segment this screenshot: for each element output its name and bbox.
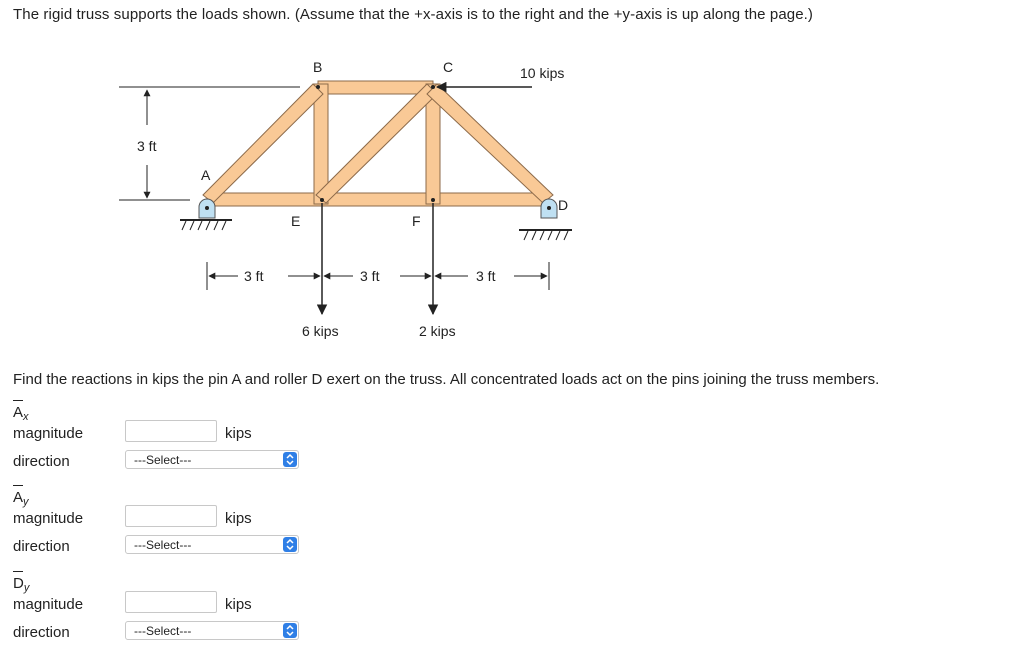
problem-statement: The rigid truss supports the loads shown. (Assume that the +x-axis is to the right and the +y-axis is up along the page.) <box>13 6 814 23</box>
dy-direction-select[interactable] <box>125 621 299 640</box>
unit-label: kips <box>225 596 252 613</box>
truss-members <box>203 81 553 206</box>
span-label-1: 3 ft <box>244 268 264 284</box>
magnitude-row <box>13 420 252 448</box>
dy-magnitude-input[interactable] <box>125 591 217 613</box>
pin-c <box>431 85 435 89</box>
member-top-chord-bc <box>318 81 433 94</box>
unit-label: kips <box>225 510 252 527</box>
magnitude-label: magnitude <box>13 596 84 613</box>
node-label-b: B <box>313 59 323 75</box>
direction-row <box>13 533 192 561</box>
chevron-up-down-icon <box>283 452 297 467</box>
vector-label-ay <box>13 485 29 508</box>
vector-symbol: D <box>13 575 24 592</box>
chevron-up-down-icon <box>283 623 297 638</box>
direction-row <box>13 448 192 476</box>
select-value: ---Select--- <box>134 624 192 638</box>
ax-magnitude-input[interactable] <box>125 420 217 442</box>
instructions: Find the reactions in kips the pin A and roller D exert on the truss. All concentrated loads act on the pins joining the truss members. <box>13 371 880 388</box>
vector-label-ax <box>13 400 29 423</box>
answer-group-ay <box>13 485 252 561</box>
span-label-3: 3 ft <box>476 268 496 284</box>
pin-b <box>316 85 320 89</box>
direction-label: direction <box>13 453 70 470</box>
load-label-horizontal: 10 kips <box>520 65 565 81</box>
direction-label: direction <box>13 624 70 641</box>
node-label-d: D <box>558 197 569 213</box>
unit-label: kips <box>225 425 252 442</box>
answer-group-dy <box>13 571 252 647</box>
load-label-f: 2 kips <box>419 323 456 339</box>
vector-subscript: y <box>23 496 29 508</box>
height-label: 3 ft <box>137 138 157 154</box>
answer-group-ax <box>13 400 252 476</box>
vector-symbol: A <box>13 489 24 506</box>
node-label-e: E <box>291 213 301 229</box>
magnitude-row <box>13 591 252 619</box>
ax-direction-select[interactable] <box>125 450 299 469</box>
select-value: ---Select--- <box>134 538 192 552</box>
ay-direction-select[interactable] <box>125 535 299 554</box>
member-diagonal-cd <box>427 84 553 203</box>
magnitude-label: magnitude <box>13 425 84 442</box>
pin-f <box>431 198 435 202</box>
ay-magnitude-input[interactable] <box>125 505 217 527</box>
member-bottom-chord <box>207 193 549 206</box>
select-value: ---Select--- <box>134 453 192 467</box>
member-diagonal-ec <box>316 84 437 203</box>
vector-subscript: x <box>23 411 29 423</box>
node-label-f: F <box>412 213 421 229</box>
magnitude-label: magnitude <box>13 510 84 527</box>
node-label-a: A <box>201 167 211 183</box>
load-label-e: 6 kips <box>302 323 339 339</box>
vector-subscript: y <box>23 582 30 594</box>
vector-label-dy <box>13 571 30 594</box>
direction-label: direction <box>13 538 70 555</box>
node-label-c: C <box>443 59 454 75</box>
span-label-2: 3 ft <box>360 268 380 284</box>
member-diagonal-ab <box>203 84 323 203</box>
direction-row <box>13 619 192 647</box>
vector-symbol: A <box>13 404 24 421</box>
pin-e <box>320 198 324 202</box>
magnitude-row <box>13 505 252 533</box>
chevron-up-down-icon <box>283 537 297 552</box>
